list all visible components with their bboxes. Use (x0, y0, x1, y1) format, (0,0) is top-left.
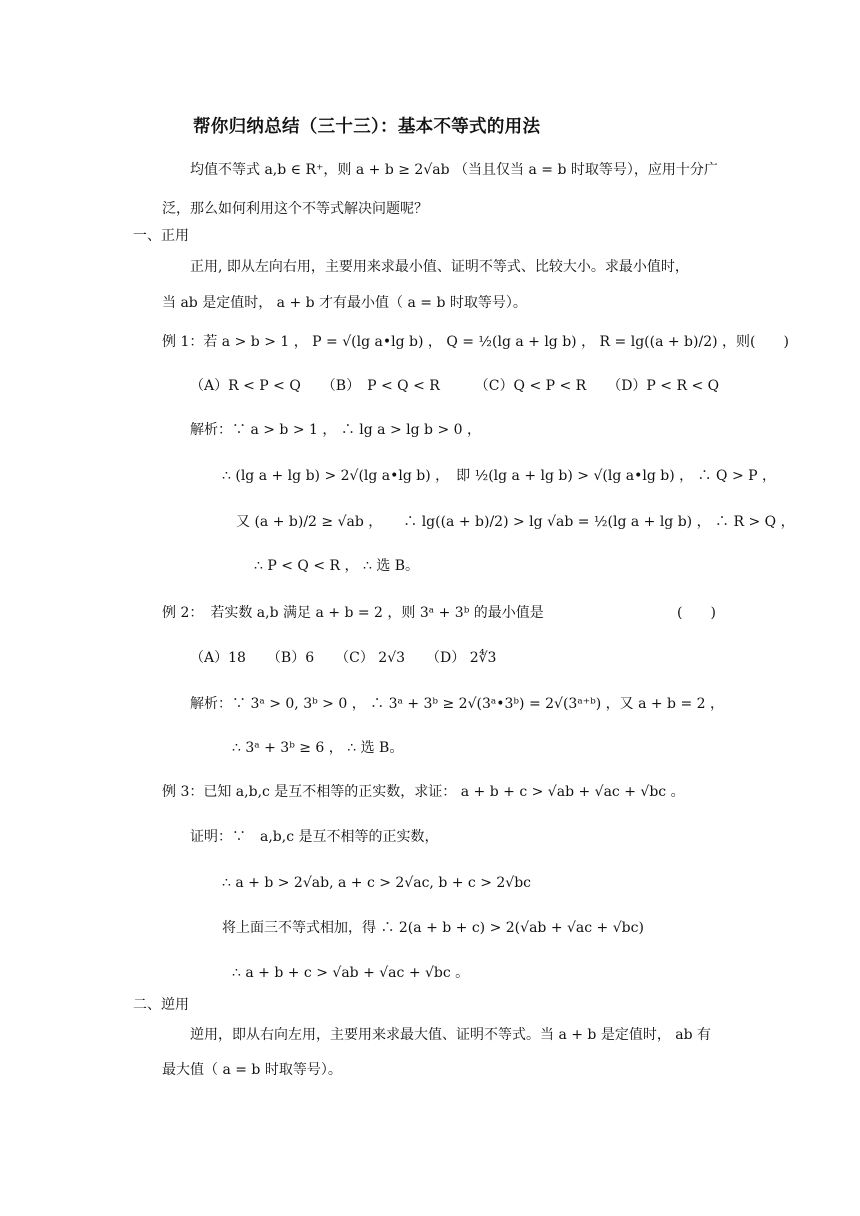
section1-text-1: 正用, 即从左向右用，主要用来求最小值、证明不等式、比较大小。求最小值时， (190, 259, 689, 275)
example1-solution-3: 又 (a + b)/2 ≥ √ab ， ∴ lg((a + b)/2) > lg √ab = ½(lg a + lg b) ， ∴ R > Q ， (236, 514, 795, 530)
example3-proof-2: ∴ a + b > 2√ab, a + c > 2√ac, b + c > 2√bc (222, 875, 532, 891)
example3-proof-1: 证明：∵ a,b,c 是互不相等的正实数， (190, 829, 439, 845)
section-heading-1: 一、正用 (133, 228, 189, 244)
example2-question: 例 2： 若实数 a,b 满足 a + b = 2 ，则 3ᵃ + 3ᵇ 的最小值是 (162, 605, 544, 621)
example1-solution-2: ∴ (lg a + lg b) > 2√(lg a•lg b) ， 即 ½(lg a + lg b) > √(lg a•lg b) ， ∴ Q > P ， (222, 468, 776, 484)
intro-line-1: 均值不等式 a,b ∈ R⁺，则 a + b ≥ 2√ab （当且仅当 a = b 时取等号），应用十分广 (190, 162, 718, 178)
example3-proof-4: ∴ a + b + c > √ab + √ac + √bc 。 (232, 965, 470, 981)
example2-solution-2: ∴ 3ᵃ + 3ᵇ ≥ 6 ， ∴ 选 B。 (232, 740, 404, 756)
example3-question: 例 3：已知 a,b,c 是互不相等的正实数，求证： a + b + c > √ab + √ac + √bc 。 (162, 784, 685, 800)
example1-solution-1: 解析：∵ a > b > 1 ， ∴ lg a > lg b > 0 ， (190, 422, 481, 438)
example1-solution-4: ∴ P < Q < R ， ∴ 选 B。 (254, 558, 420, 574)
example2-solution-1: 解析：∵ 3ᵃ > 0, 3ᵇ > 0 ， ∴ 3ᵃ + 3ᵇ ≥ 2√(3ᵃ•3ᵇ) = 2√(3ᵃ⁺ᵇ) ，又 a + b = 2 ， (190, 696, 724, 712)
example3-proof-3: 将上面三不等式相加，得 ∴ 2(a + b + c) > 2(√ab + √ac + √bc) (222, 920, 644, 936)
section-heading-2: 二、逆用 (133, 997, 189, 1013)
example2-options: （A）18 （B）6 （C） 2√3 （D） 2∜3 (190, 650, 497, 666)
section2-text-2: 最大值（ a = b 时取等号）。 (162, 1062, 342, 1078)
section2-text-1: 逆用，即从右向左用，主要用来求最大值、证明不等式。当 a + b 是定值时， ab 有 (190, 1027, 712, 1043)
intro-line-2: 泛，那么如何利用这个不等式解决问题呢？ (162, 201, 428, 217)
page-title: 帮你归纳总结（三十三）：基本不等式的用法 (193, 117, 541, 137)
example1-options: （A）R < P < Q （B） P < Q < R （C）Q < P < R （D）P < R < Q (190, 378, 720, 394)
example2-answer-paren: ( ) (677, 605, 716, 621)
section1-text-2: 当 ab 是定值时， a + b 才有最小值（ a = b 时取等号）。 (162, 295, 527, 311)
example1-question: 例 1：若 a > b > 1 ， P = √(lg a•lg b) ， Q = ½(lg a + lg b) ， R = lg((a + b)/2) ，则( ) (162, 334, 789, 350)
